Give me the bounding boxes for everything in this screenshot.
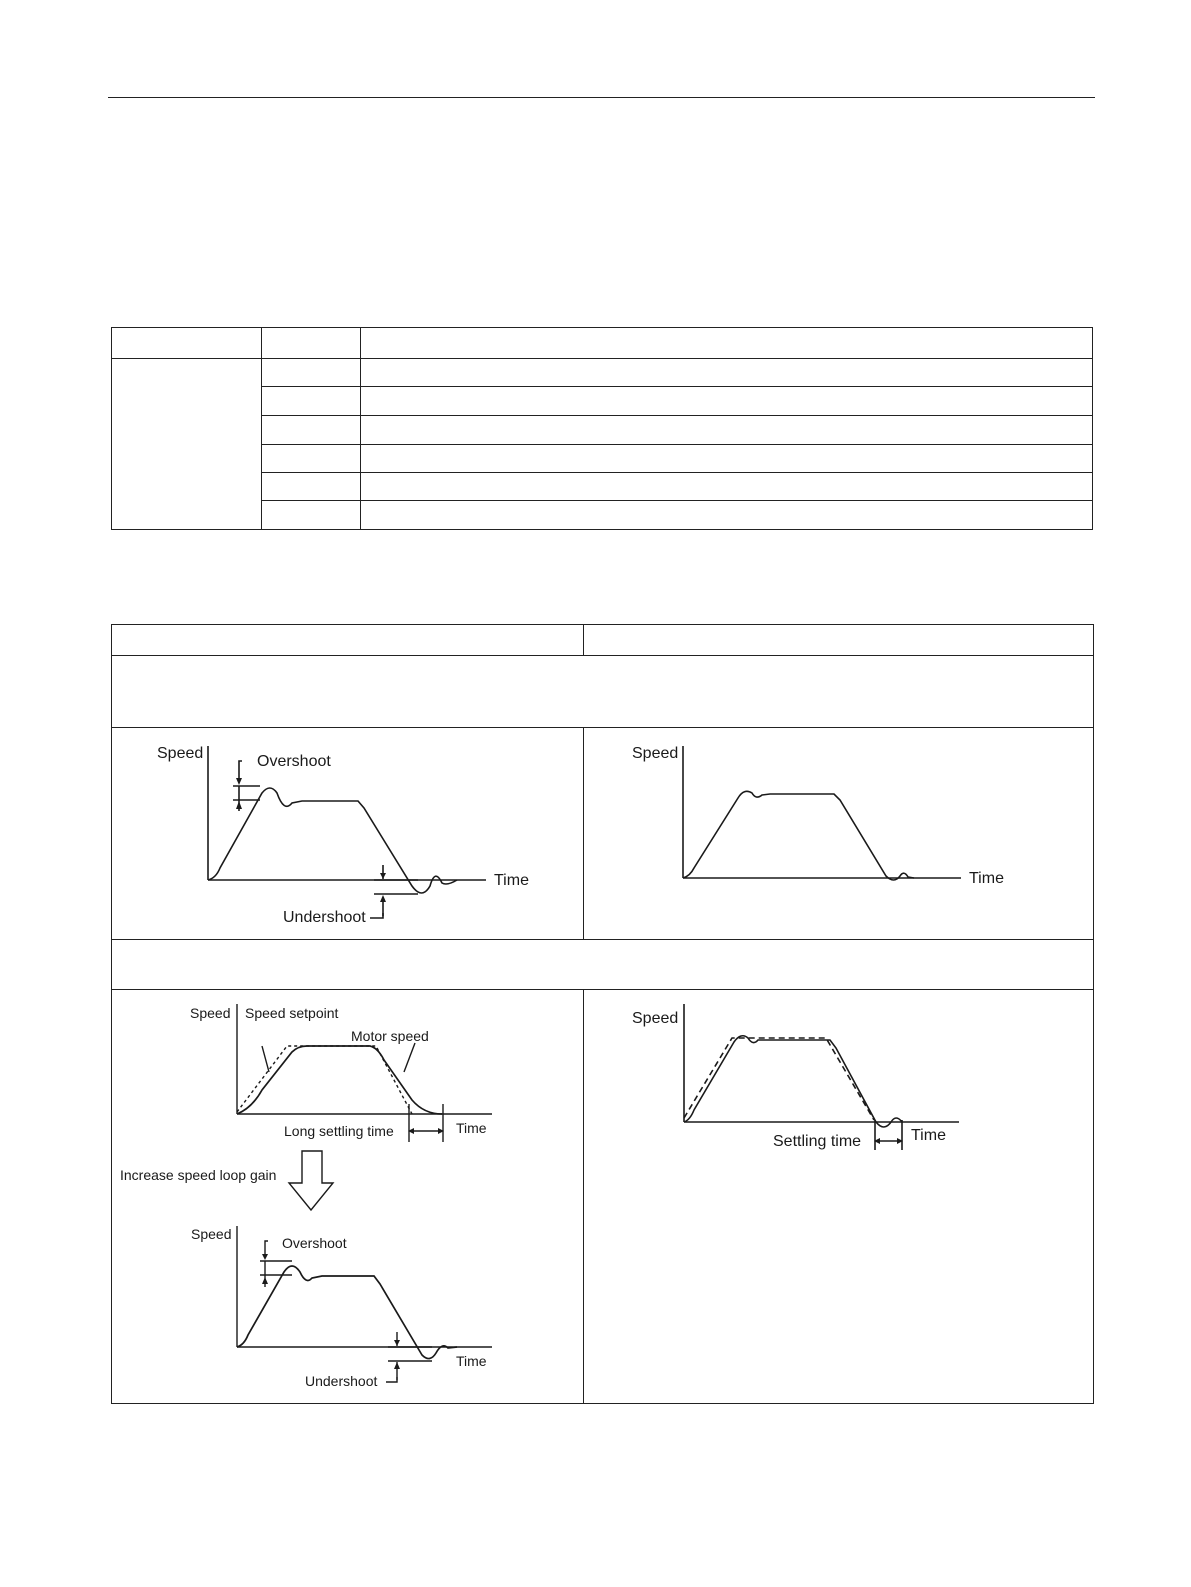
table-cell bbox=[112, 656, 1094, 728]
table-cell bbox=[584, 990, 1094, 1404]
table-row bbox=[112, 656, 1094, 728]
table-row bbox=[112, 625, 1094, 656]
undershoot-label: Undershoot bbox=[283, 909, 366, 926]
table-row bbox=[112, 328, 1093, 359]
table-cell bbox=[262, 387, 361, 416]
table-cell bbox=[361, 359, 1093, 387]
speed-axis-label: Speed bbox=[632, 745, 679, 762]
parameter-table bbox=[111, 327, 1093, 530]
long-settling-time-label: Long settling time bbox=[284, 1123, 394, 1139]
table-cell bbox=[112, 940, 1094, 990]
header-rule bbox=[108, 97, 1095, 98]
table-row bbox=[112, 728, 1094, 940]
table-cell bbox=[584, 625, 1094, 656]
time-axis-label: Time bbox=[456, 1353, 487, 1369]
table-cell bbox=[112, 990, 584, 1404]
overshoot-undershoot-diagram bbox=[112, 728, 583, 939]
speed-axis-label: Speed bbox=[191, 1226, 232, 1242]
reduced-overshoot-diagram bbox=[584, 728, 1093, 939]
table-cell bbox=[262, 445, 361, 473]
motor-speed-label: Motor speed bbox=[351, 1028, 429, 1044]
overshoot-label: Overshoot bbox=[282, 1235, 347, 1251]
overshoot-label: Overshoot bbox=[257, 753, 331, 770]
table-row bbox=[112, 990, 1094, 1404]
table-cell bbox=[361, 416, 1093, 445]
table-cell bbox=[112, 625, 584, 656]
short-settling-diagram bbox=[584, 990, 1093, 1403]
speed-axis-label: Speed bbox=[190, 1005, 231, 1021]
table-cell bbox=[262, 473, 361, 501]
table-cell bbox=[262, 501, 361, 530]
speed-axis-label: Speed bbox=[157, 745, 204, 762]
table-row bbox=[112, 940, 1094, 990]
settling-time-label: Settling time bbox=[773, 1133, 862, 1150]
table-cell bbox=[112, 359, 262, 530]
time-axis-label: Time bbox=[494, 872, 529, 889]
time-axis-label: Time bbox=[456, 1120, 487, 1136]
table-cell bbox=[262, 359, 361, 387]
table-cell bbox=[112, 328, 262, 359]
table-cell bbox=[361, 387, 1093, 416]
table-cell bbox=[584, 728, 1094, 940]
increase-gain-label: Increase speed loop gain bbox=[120, 1167, 277, 1183]
table-cell bbox=[361, 501, 1093, 530]
table-cell bbox=[262, 416, 361, 445]
undershoot-label: Undershoot bbox=[305, 1373, 378, 1389]
time-axis-label: Time bbox=[969, 870, 1004, 887]
tuning-table bbox=[111, 624, 1094, 1404]
table-cell bbox=[262, 328, 361, 359]
table-row bbox=[112, 359, 1093, 387]
table-cell bbox=[112, 728, 584, 940]
table-cell bbox=[361, 328, 1093, 359]
speed-loop-gain-diagram bbox=[112, 990, 583, 1403]
time-axis-label: Time bbox=[911, 1127, 946, 1144]
speed-setpoint-label: Speed setpoint bbox=[245, 1005, 339, 1021]
table-cell bbox=[361, 445, 1093, 473]
speed-axis-label: Speed bbox=[632, 1010, 679, 1027]
table-cell bbox=[361, 473, 1093, 501]
